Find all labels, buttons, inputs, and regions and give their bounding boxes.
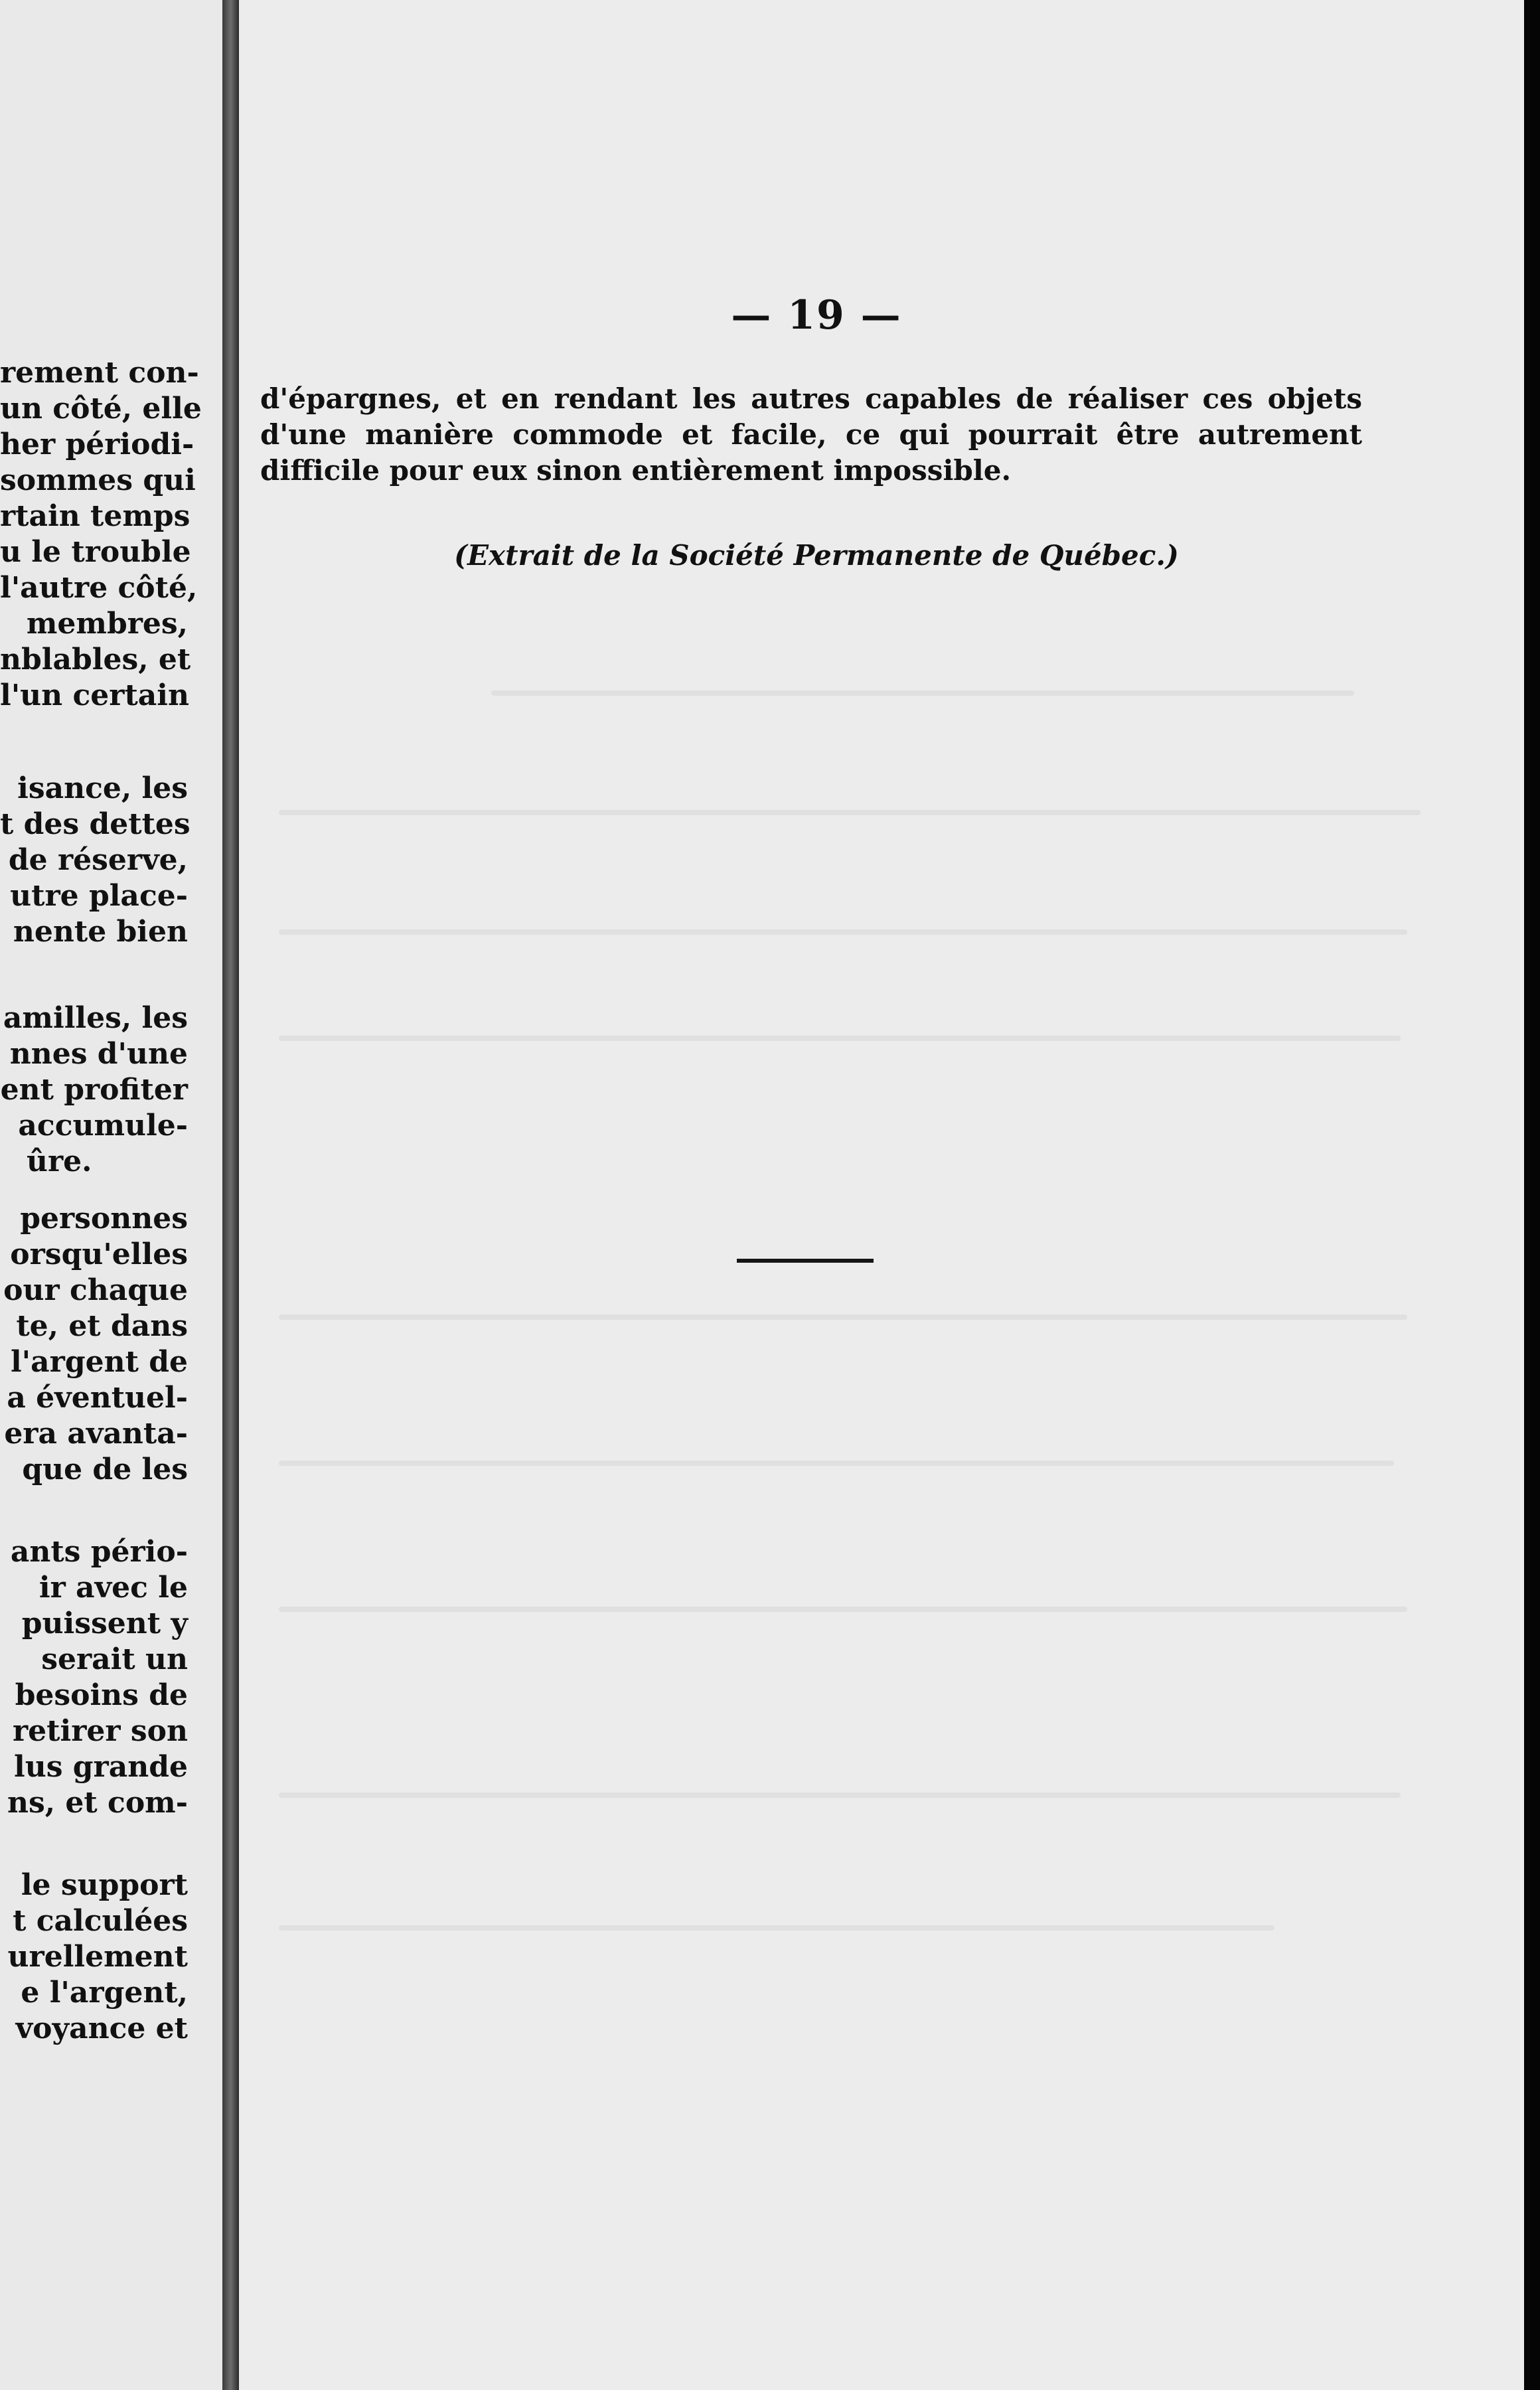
left-line: urellement: [7, 1940, 188, 1974]
left-line: sommes qui: [0, 463, 196, 497]
left-line: era avanta-: [4, 1417, 188, 1451]
left-line: un côté, elle: [0, 392, 202, 426]
left-line: her périodi-: [0, 428, 194, 461]
left-line: ent profiter: [0, 1073, 188, 1107]
left-line: puissent y: [21, 1607, 188, 1640]
bleed-through-text: [279, 1461, 1394, 1466]
left-line: l'autre côté,: [0, 571, 198, 605]
left-line: retirer son: [13, 1714, 188, 1748]
left-line: t des dettes: [0, 807, 191, 841]
left-line: amilles, les: [3, 1001, 188, 1035]
right-page: [239, 0, 1524, 2390]
left-line: u le trouble: [0, 535, 191, 569]
left-line: nente bien: [13, 915, 188, 949]
left-line: ir avec le: [38, 1571, 188, 1605]
left-line: que de les: [22, 1453, 188, 1486]
left-line: rtain temps: [0, 499, 191, 533]
left-line: nnes d'une: [9, 1037, 188, 1071]
left-line: serait un: [41, 1642, 188, 1676]
left-line: rement con-: [0, 356, 199, 390]
left-line: te, et dans: [16, 1309, 188, 1343]
bleed-through-text: [279, 1036, 1401, 1041]
left-line: ûre.: [27, 1145, 92, 1178]
scan-edge: [1524, 0, 1540, 2390]
left-line: voyance et: [15, 2012, 188, 2045]
bleed-through-text: [279, 1607, 1407, 1612]
paragraph-line: difficile pour eux sinon entièrement impossible.: [260, 454, 1012, 487]
bleed-through-text: [279, 1314, 1407, 1320]
left-line: membres,: [26, 607, 188, 641]
bleed-through-text: [279, 929, 1407, 935]
source-citation: (Extrait de la Société Permanente de Québec.): [454, 539, 1179, 572]
bleed-through-text: [491, 690, 1354, 696]
separator-rule: [737, 1259, 874, 1263]
left-line: t calculées: [13, 1904, 188, 1938]
left-line: le support: [21, 1868, 188, 1902]
left-line: e l'argent,: [21, 1976, 188, 2010]
left-line: ants pério-: [10, 1535, 188, 1569]
left-line: accumule-: [18, 1109, 188, 1143]
left-line: de réserve,: [8, 843, 188, 877]
page-gutter: [222, 0, 239, 2390]
left-line: lus grande: [13, 1750, 188, 1784]
bleed-through-text: [279, 810, 1421, 815]
left-line: personnes: [20, 1202, 188, 1235]
bleed-through-text: [279, 1925, 1274, 1931]
left-line: besoins de: [15, 1678, 188, 1712]
left-line: our chaque: [3, 1273, 188, 1307]
left-line: ns, et com-: [7, 1786, 188, 1820]
left-line: nblables, et: [0, 643, 191, 677]
left-line: l'argent de: [10, 1345, 188, 1379]
left-line: isance, les: [17, 771, 188, 805]
paragraph-line: d'une manière commode et facile, ce qui pourrait être autrement: [260, 418, 1362, 451]
left-line: utre place-: [10, 879, 188, 913]
page-number: — 19 —: [731, 292, 902, 339]
left-line: l'un certain: [0, 678, 189, 712]
paragraph-line: d'épargnes, et en rendant les autres capables de réaliser ces objets: [260, 382, 1362, 415]
left-line: orsqu'elles: [10, 1237, 188, 1271]
bleed-through-text: [279, 1792, 1401, 1798]
left-line: a éventuel-: [7, 1381, 188, 1415]
